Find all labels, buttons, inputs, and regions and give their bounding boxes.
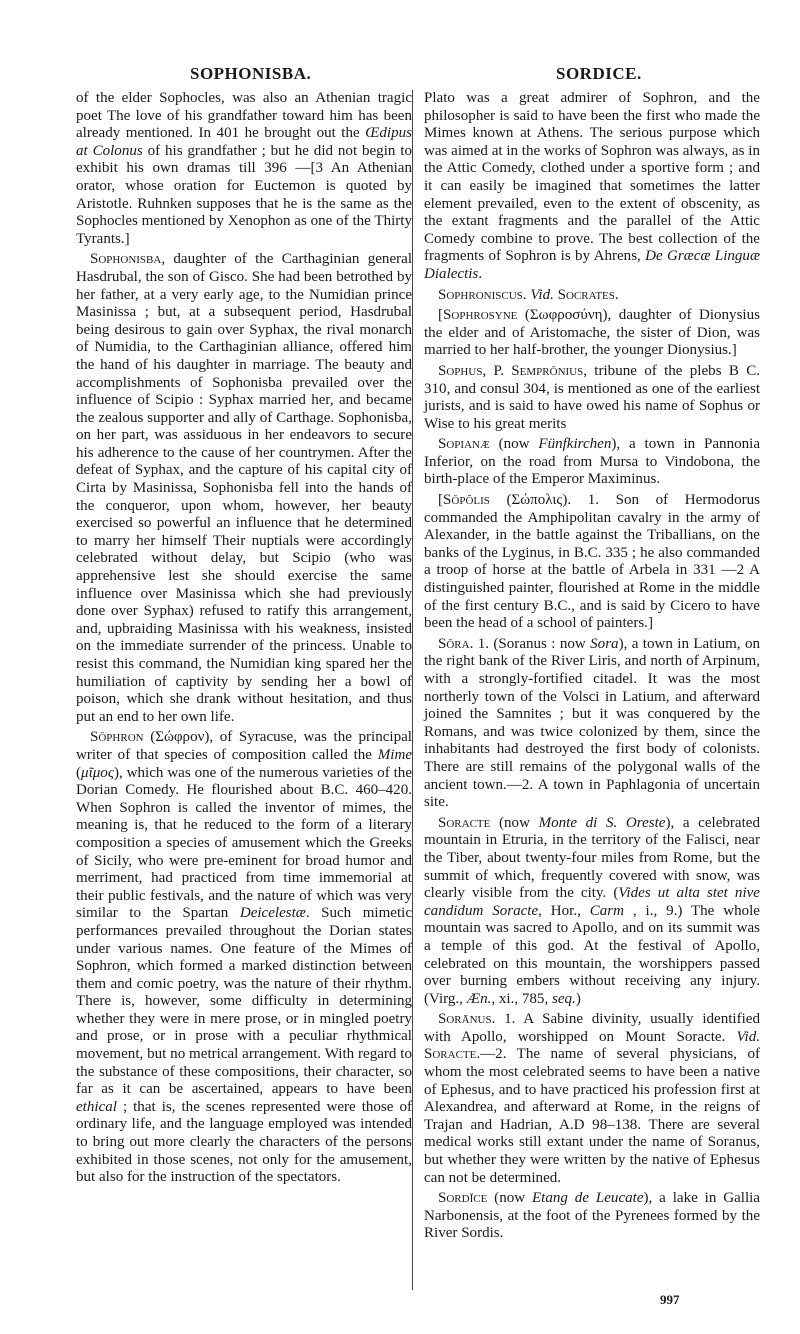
entry-text: . Such mimetic performances prevailed throughout the Dorian states under various names. One feature of the Mimes of Sophron, which formed a marked distinction between them and comic poetry, was the nature of their rhythm. There is, however, some difficulty in determining whether they were in mere prose, or in mingled poetry and prose, or in prose with a peculiar rhythmical movement, but no metrical arrangement. With regard to the substance of these compositions, their character, so far as it can be ascertained, appears to have been [76,905,412,1098]
italic-text: ethical [76,1098,117,1115]
entry-text: of his grandfather ; but he did not begin to exhibit his own dramas till 396 —[3 An Athenian orator, whose oration for Euctemon is quoted by Aristotle. Ruhnken supposes that he is the same as the Sophocles mentioned by Xenophon as one of the Thirty Tyrants.] [76,142,412,247]
entry-text: (Σώφρον), of Syracuse, was the principal writer of that species of composition called the [76,729,412,763]
headword: Sōra [438,635,470,652]
italic-text: Æn. [466,990,492,1007]
entry-text: of the elder Sophocles, was also an Athenian tragic poet The love of his grandfather toward him has been already mentioned. In 401 he brought out the [76,90,412,142]
entry-text: . [614,286,619,303]
entry-text: , P. [482,362,512,379]
headword: Soracte [438,814,491,831]
running-head-left: SOPHONISBA. [190,64,312,83]
entry-text: [ [438,492,444,509]
entry-text: ), a lake in Gallia Narbonensis, at the foot of the Pyrenees formed by the River Sordis. [424,1190,760,1242]
italic-text: Fünfkirchen [538,436,612,453]
headword: Sophus [438,362,483,379]
entry-text: , xi., 785, [491,990,552,1007]
column-divider [412,90,413,1290]
entry-text: ), a town in Latium, on the right bank of the River Liris, and north of Arpinum, with a strongly-fortified citadel. It was the most northerly town of the Volsci in Latium, and afterward joined the Samnites ; but it was conquered by the Romans, and was twice colonized by them, since the inhabitants had destroyed the first body of colonists. There are still remains of the polygonal walls of the ancient town.—2. A town in Paphlagonia of uncertain site. [424,635,760,811]
italic-text: seq. [551,990,576,1007]
headword: Sophrosyne [443,307,518,324]
headword: Sōpŏlis [443,492,490,509]
italic-text: μῖμος [81,764,114,781]
entry-text: . [522,286,531,303]
headword: Sophonisba [90,251,162,268]
entry-text: [ [438,307,444,324]
dictionary-entry [424,636,760,812]
dictionary-entry [424,492,760,633]
dictionary-entry [76,251,412,726]
italic-text: De Græcæ Linguæ Dialectis [424,248,760,282]
italic-text: Carm [589,902,625,919]
dictionary-entry [424,307,760,360]
entry-text: ( [76,764,82,781]
entry-text: (Σωφροσύνη), daughter of Dionysius the elder and of Aristomache, the sister of Dion, was married to her half-brother, the younger Dionysius.] [424,307,760,359]
dictionary-entry [424,1190,760,1243]
entry-text: (Σώπολις). 1. Son of Hermodorus commanded the Amphipolitan cavalry in the army of Alexander, in the battle against the Triballians, on the banks of the Lyginus, in B.C. 335 ; he also commanded a troop of horse at the battle of Arbela in 331 —2 A distinguished painter, flourished at Rome in the middle of the first century B.C., and is said by Cicero to have been the head of a school of painters.] [424,492,760,632]
entry-text: .—2. The name of several physicians, of whom the most celebrated seems to have been a native of Ephesus, and to have practiced his profession first at Alexandrea, and afterward at Rome, in the reigns of Trajan and Hadrian, A.D 98–138. There are several medical works still extant under the name of Soranus, but whether they were written by the native of Ephesus can not be determined. [424,1046,760,1186]
entry-text: (now [487,1190,532,1207]
entry-text: , tribune of the plebs B C. 310, and consul 304, is mentioned as one of the earliest jurists, and is said to have owed his name of Sophus or Wise to his great merits [424,362,761,432]
dictionary-entry [76,729,412,1186]
italic-text: Vides ut alta stet nive candidum Soracte [424,885,760,919]
continued-paragraph [424,90,760,284]
right-column [424,90,760,1243]
headword: Sōphron [90,729,144,746]
italic-text: Deicelestæ [239,905,306,922]
italic-text: Mime [377,746,412,763]
italic-text: Vid. [530,286,554,303]
entry-text: ), a town in Pannonia Inferior, on the road from Mursa to Vindobona, the birth-place of the Emperor Maximinus. [424,436,761,488]
entry-text: ; that is, the scenes represented were those of ordinary life, and the language employed was intended to bring out more clearly the characters of the persons exhibited in those scenes, not only for the amusement, but also for the instruction of the spectators. [76,1098,412,1186]
headword: Sordĭce [438,1190,488,1207]
italic-text: Etang de Leucate [531,1190,644,1207]
entry-text: , i., 9.) The whole mountain was sacred to Apollo, and on its summit was a temple of this god. At the festival of Apollo, celebrated on this mountain, the worshippers passed over burning embers without receiving any injury. (Virg., [424,902,760,1007]
entry-text: . 1. A Sabine divinity, usually identified with Apollo, worshipped on Mount Soracte. [424,1011,760,1045]
entry-text: , Hor., [538,902,590,919]
page-number: 997 [660,1292,680,1307]
dictionary-entry [424,1011,760,1187]
headword: Socrates [557,286,615,303]
entry-text: . 1. (Soranus : now [469,635,591,652]
entry-text: . [478,265,483,282]
italic-text: Vid. [736,1028,760,1045]
headword: Semprōnius [511,362,584,379]
entry-text: ), a celebrated mountain in Etruria, in the territory of the Falisci, near the Tiber, about twenty-four miles from Rome, but the summit of which, frequently covered with snow, was clearly visible from the city. ( [424,814,760,902]
entry-text: Plato was a great admirer of Sophron, and the philosopher is said to have been the first who made the Mimes known at Athens. The serious purpose which was aimed at in the works of Sophron was always, as in the Attic Comedy, clothed under a sportive form ; and it can easily be imagined that sometimes the latter element prevailed, even to the extent of obscenity, as the extant fragments and the parallel of the Attic Comedy combine to prove. The best collection of the fragments of Sophron is by Ahrens, [424,90,760,265]
dictionary-entry [424,287,760,305]
italic-text: Monte di S. Oreste [538,814,666,831]
dictionary-entry [424,363,760,433]
continued-paragraph [76,90,412,248]
entry-text: (now [489,436,539,453]
running-head-right: SORDICE. [556,64,642,83]
entry-text: ) [575,990,581,1007]
italic-text: Sora [590,635,619,652]
headword: Sorānus [438,1011,492,1028]
dictionary-entry [424,436,760,489]
italic-text: Œdipus at Colonus [76,125,412,159]
entry-text: , daughter of the Carthaginian general Hasdrubal, the son of Gisco. She had been betrothed by her father, at a very early age, to the Numidian prince Masinissa ; but, at a subsequent period, Hasdrubal being desirous to gain over Syphax, the rival monarch of Numidia, to the Carthaginian alliance, offered him the hand of his daughter in marriage. The beauty and accomplishments of Sophonisba prevailed over the influence of Scipio : Syphax married her, and became the zealous supporter and ally of Carthage. Sophonisba, on her part, was assiduous in her endeavors to secure his adherence to the cause of her countrymen. After the defeat of Syphax, and the capture of his capital city of Cirta by Masinissa, Sophonisba fell into the hands of the conqueror, upon whom, however, her beauty exercised so powerful an influence that he determined to marry her himself Their nuptials were accordingly celebrated without delay, but Scipio (who was apprehensive lest she should exercise the same influence over Masinissa which she had previously done over Syphax) refused to ratify this arrangement, and, upbraiding Masinissa with his weakness, insisted on the immediate surrender of the princess. Unable to resist this command, the Numidian king spared her the humiliation of captivity by sending her a bowl of poison, which she drank without hesitation, and thus put an end to her own life. [76,251,412,725]
headword: Sopianæ [438,436,490,453]
entry-text: (now [490,814,539,831]
left-column [76,90,412,1187]
entry-text: ), which was one of the numerous varieties of the Dorian Comedy. He flourished about B.C. 460–420. When Sophron is called the inventor of mimes, the meaning is, that he reduced to the form of a literary composition a species of amusement which the Greeks of Sicily, who were pre-eminent for broad humor and merriment, had practiced from time immemorial at their public festivals, and the nature of which was very similar to the Spartan [76,764,412,922]
headword: Sophroniscus [438,286,523,303]
headword: Soracte [424,1046,477,1063]
dictionary-entry [424,815,760,1009]
